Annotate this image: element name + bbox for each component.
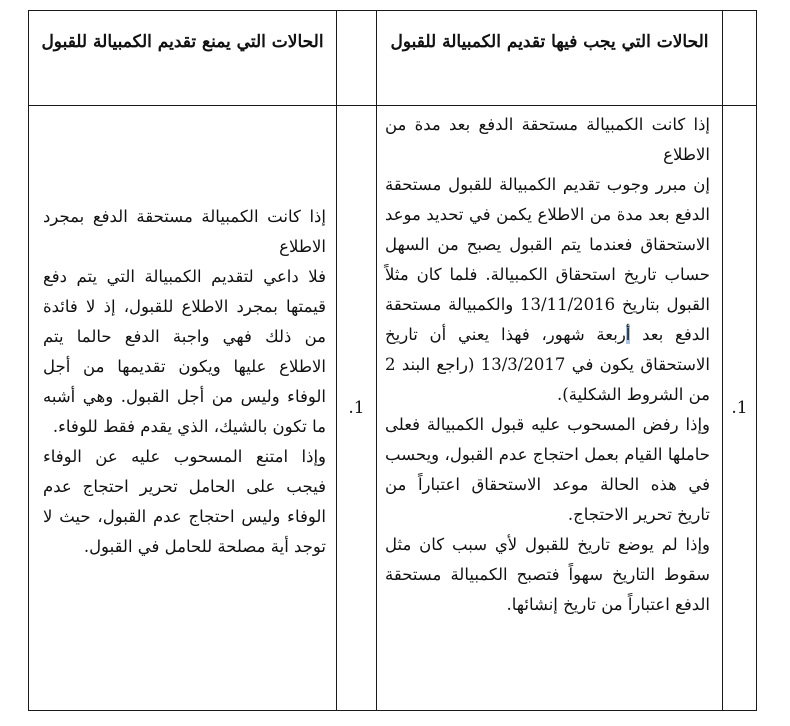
comparison-table	[28, 10, 757, 711]
left-cell-text[interactable]	[29, 106, 336, 562]
right-paragraph-2-before: إن مبرر وجوب تقديم الكمبيالة للقبول مستحقة الدفع بعد مدة من الاطلاع يكمن في تحديد موعد الاستحقاق فعندما يتم القبول يصبح من السهل حساب تاريخ استحقاق الكمبيالة. فلما كان مثلاً القبول بتاريخ 13/11/2016 والكمبيالة مستحقة الدفع بعد	[385, 175, 710, 344]
row-number-right-text: 1.	[731, 398, 748, 418]
header-number-cell-left	[337, 11, 377, 106]
header-number-cell-right	[723, 11, 757, 106]
header-must-present-for-acceptance: الحالات التي يجب فيها تقديم الكمبيالة للقبول	[390, 32, 709, 52]
text-selection-highlight[interactable]: أ	[625, 325, 631, 344]
row-number-left	[337, 106, 377, 711]
right-paragraph-2	[385, 170, 710, 410]
left-paragraph-2: فلا داعي لتقديم الكمبيالة التي يتم دفع قيمتها بمجرد الاطلاع للقبول، إذ لا فائدة من ذلك فهي واجبة الدفع حالما يتم الاطلاع عليها ويكون تقديمها من أجل الوفاء وليس من أجل القبول. وهي أشبه ما تكون بالشيك، الذي يقدم فقط للوفاء.	[43, 267, 326, 436]
header-cell-right	[377, 11, 723, 106]
row-number-right	[723, 106, 757, 711]
left-paragraph-3: وإذا امتنع المسحوب عليه عن الوفاء فيجب على الحامل تحرير احتجاج عدم الوفاء وليس احتجاج عدم القبول، حيث لا توجد أية مصلحة للحامل في القبول.	[43, 447, 326, 556]
right-paragraph-3: وإذا رفض المسحوب عليه قبول الكمبيالة فعلى حاملها القيام بعمل احتجاج عدم القبول، ويحسب في هذه الحالة موعد الاستحقاق اعتباراً من تاريخ تحرير الاحتجاج.	[385, 415, 710, 524]
right-paragraph-2-after: ربعة شهور، فهذا يعني أن تاريخ الاستحقاق يكون في 13/3/2017 (راجع البند 2 من الشروط الشكلية).	[385, 325, 710, 404]
left-paragraph-1: إذا كانت الكمبيالة مستحقة الدفع بمجرد الاطلاع	[43, 207, 326, 256]
right-content-cell[interactable]	[377, 106, 723, 711]
header-cell-left	[29, 11, 337, 106]
left-content-cell[interactable]	[29, 106, 337, 711]
header-prohibited-for-acceptance: الحالات التي يمنع تقديم الكمبيالة للقبول	[41, 32, 324, 52]
right-paragraph-1: إذا كانت الكمبيالة مستحقة الدفع بعد مدة من الاطلاع	[385, 115, 710, 164]
right-paragraph-4: وإذا لم يوضع تاريخ للقبول لأي سبب كان مثل سقوط التاريخ سهواً فتصبح الكمبيالة مستحقة الدفع اعتباراً من تاريخ إنشائها.	[385, 535, 710, 614]
row-number-left-text: 1.	[348, 398, 365, 418]
right-cell-text[interactable]	[377, 106, 722, 620]
table-header-row	[29, 11, 757, 106]
table-row	[29, 106, 757, 711]
